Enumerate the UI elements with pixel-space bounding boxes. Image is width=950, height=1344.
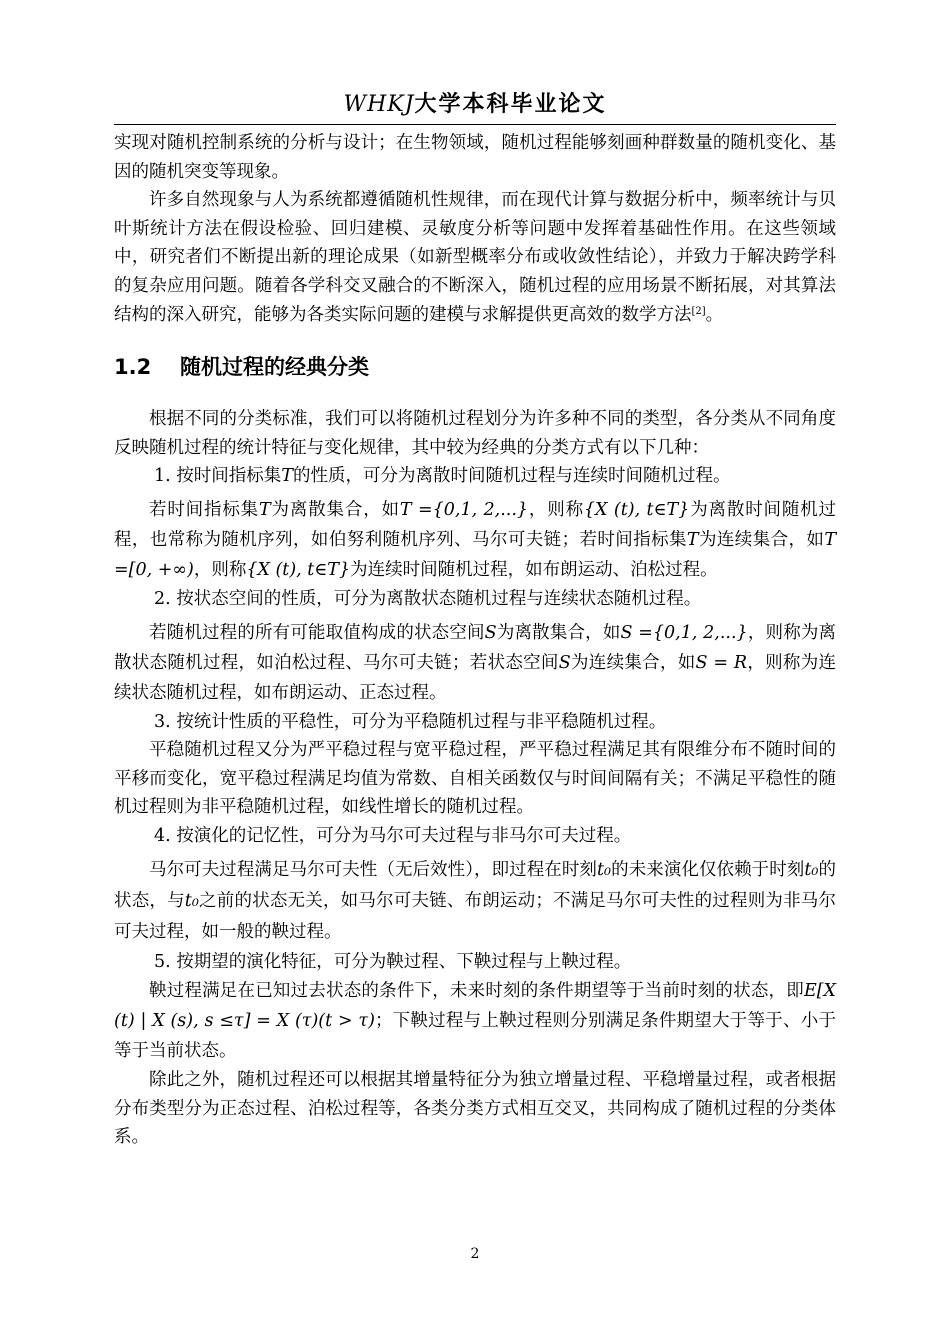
math-T: T <box>686 529 699 550</box>
math-process: {X (t), t∈T} <box>583 499 690 520</box>
text-span: 许多自然现象与人为系统都遵循随机性规律，而在现代计算与数据分析中，频率统计与贝叶斯统计方法在假设检验、回归建模、灵敏度分析等问题中发挥着基础性作用。在这些领域中，研究者们不断提出新的理论成果（如新型概率分布或收敛性结论），并致力于解决跨学科的复杂应用问题。随着各学科交叉融合的不断深入，随机过程的应用场景不断拓展，对其算法结构的深入研究，能够为各类实际问题的建模与求解提供更高效的数学方法 <box>114 190 836 325</box>
list-item-2 <box>114 585 836 614</box>
paragraph-closing <box>114 1066 836 1152</box>
section-number: 1.2 <box>114 355 152 380</box>
list-item-5 <box>114 948 836 977</box>
paragraph-item-2 <box>114 618 836 708</box>
paragraph-applications <box>114 186 836 329</box>
text-span: 若随机过程的所有可能取值构成的状态空间 <box>149 622 485 643</box>
section-heading <box>114 352 836 382</box>
text-span: ，则称为离散状态随机过程，如泊松过程、马尔可夫链；若状态空间 <box>114 622 837 673</box>
text-span: 若时间指标集 <box>149 499 260 520</box>
paragraph-item-3 <box>114 736 836 822</box>
text-span: 除此之外，随机过程还可以根据其增量特征分为独立增量过程、平稳增量过程，或者根据分布类型分为正态过程、泊松过程等，各类分类方式相互交叉，共同构成了随机过程的分类体系。 <box>114 1070 836 1148</box>
text-span: 为连续集合，如 <box>570 652 696 673</box>
text-span: 5. 按期望的演化特征，可分为鞅过程、下鞅过程与上鞅过程。 <box>154 951 632 972</box>
citation: [2] <box>691 305 706 317</box>
text-span: 的性质，可分为离散时间随机过程与连续时间随机过程。 <box>292 466 731 487</box>
text-span: 实现对随机控制系统的分析与设计；在生物领域，随机过程能够刻画种群数量的随机变化、基因的随机突变等现象。 <box>114 133 836 182</box>
list-item-3 <box>114 708 836 737</box>
paragraph-item-1 <box>114 495 836 585</box>
text-span: 马尔可夫过程满足马尔可夫性（无后效性），即过程在时刻 <box>149 859 597 880</box>
header-latin: WHKJ <box>343 92 415 117</box>
text-span: 的未来演化仅依赖于时刻 <box>611 859 805 880</box>
paragraph-continuation <box>114 129 836 186</box>
text-span: ，则称 <box>193 559 247 580</box>
text-span: 为连续时间随机过程，如布朗运动、泊松过程。 <box>350 559 718 580</box>
math-state-real: S = R <box>695 652 748 673</box>
math-S: S <box>484 622 497 643</box>
math-discrete-state-set: S ={0,1, 2,...} <box>620 622 748 643</box>
math-process: {X (t), t∈T} <box>246 559 351 580</box>
math-t0: t₀ <box>597 859 612 880</box>
text-span: 平稳随机过程又分为严平稳过程与宽平稳过程，严平稳过程满足其有限维分布不随时间的平移而变化，宽平稳过程满足均值为常数、自相关函数仅与时间间隔有关；不满足平稳性的随机过程则为非平稳随机过程，如线性增长的随机过程。 <box>114 740 836 818</box>
math-discrete-time-set: T ={0,1, 2,...} <box>399 499 529 520</box>
math-continuous-time-set: T =[0, +∞) <box>114 529 837 580</box>
page-body <box>114 129 836 1152</box>
paragraph-intro <box>114 405 836 462</box>
section-title: 随机过程的经典分类 <box>180 355 369 380</box>
text-span: 。 <box>705 304 724 325</box>
text-span: 为连续集合，如 <box>698 529 825 550</box>
text-span: 3. 按统计性质的平稳性，可分为平稳随机过程与非平稳随机过程。 <box>154 711 667 732</box>
text-span: ，则称为连续状态随机过程，如布朗运动、正态过程。 <box>114 652 837 703</box>
header-chinese: 大学本科毕业论文 <box>414 91 607 117</box>
text-span: 为离散集合，如 <box>496 622 621 643</box>
math-t0: t₀ <box>804 859 819 880</box>
text-span: 1. 按时间指标集 <box>154 466 282 487</box>
text-span: 根据不同的分类标准，我们可以将随机过程划分为许多种不同的类型，各分类从不同角度反映随机过程的统计特征与变化规律，其中较为经典的分类方式有以下几种： <box>114 409 836 458</box>
text-span: 的状态，与 <box>114 859 837 911</box>
list-item-4 <box>114 822 836 851</box>
math-martingale-equation: E[X (t) | X (s), s ≤τ] = X (τ)(t > τ) <box>114 981 836 1032</box>
math-T: T <box>281 466 293 487</box>
math-T: T <box>259 499 271 520</box>
paragraph-item-5 <box>114 976 836 1066</box>
paragraph-item-4 <box>114 855 836 948</box>
text-span: 为离散时间随机过程，也常称为随机序列，如伯努利随机序列、马尔可夫链；若时间指标集 <box>114 499 837 550</box>
math-t0: t₀ <box>184 890 199 911</box>
text-span: 2. 按状态空间的性质，可分为离散状态随机过程与连续状态随机过程。 <box>154 588 702 609</box>
text-span: 鞅过程满足在已知过去状态的条件下，未来时刻的条件期望等于当前时刻的状态，即 <box>149 981 804 1002</box>
page-number: 2 <box>470 1246 480 1262</box>
text-span: 为离散集合，如 <box>270 499 400 520</box>
text-span: ，则称 <box>528 499 584 520</box>
page-header <box>114 84 836 125</box>
list-item-1 <box>114 462 836 491</box>
header-title <box>343 91 606 117</box>
math-S: S <box>558 652 571 673</box>
text-span: 4. 按演化的记忆性，可分为马尔可夫过程与非马尔可夫过程。 <box>154 825 632 846</box>
text-span: 之前的状态无关，如马尔可夫链、布朗运动；不满足马尔可夫性的过程则为非马尔可夫过程，如一般的鞅过程。 <box>114 890 837 942</box>
text-span: ；下鞅过程与上鞅过程则分别满足条件期望大于等于、小于等于当前状态。 <box>114 1011 836 1062</box>
